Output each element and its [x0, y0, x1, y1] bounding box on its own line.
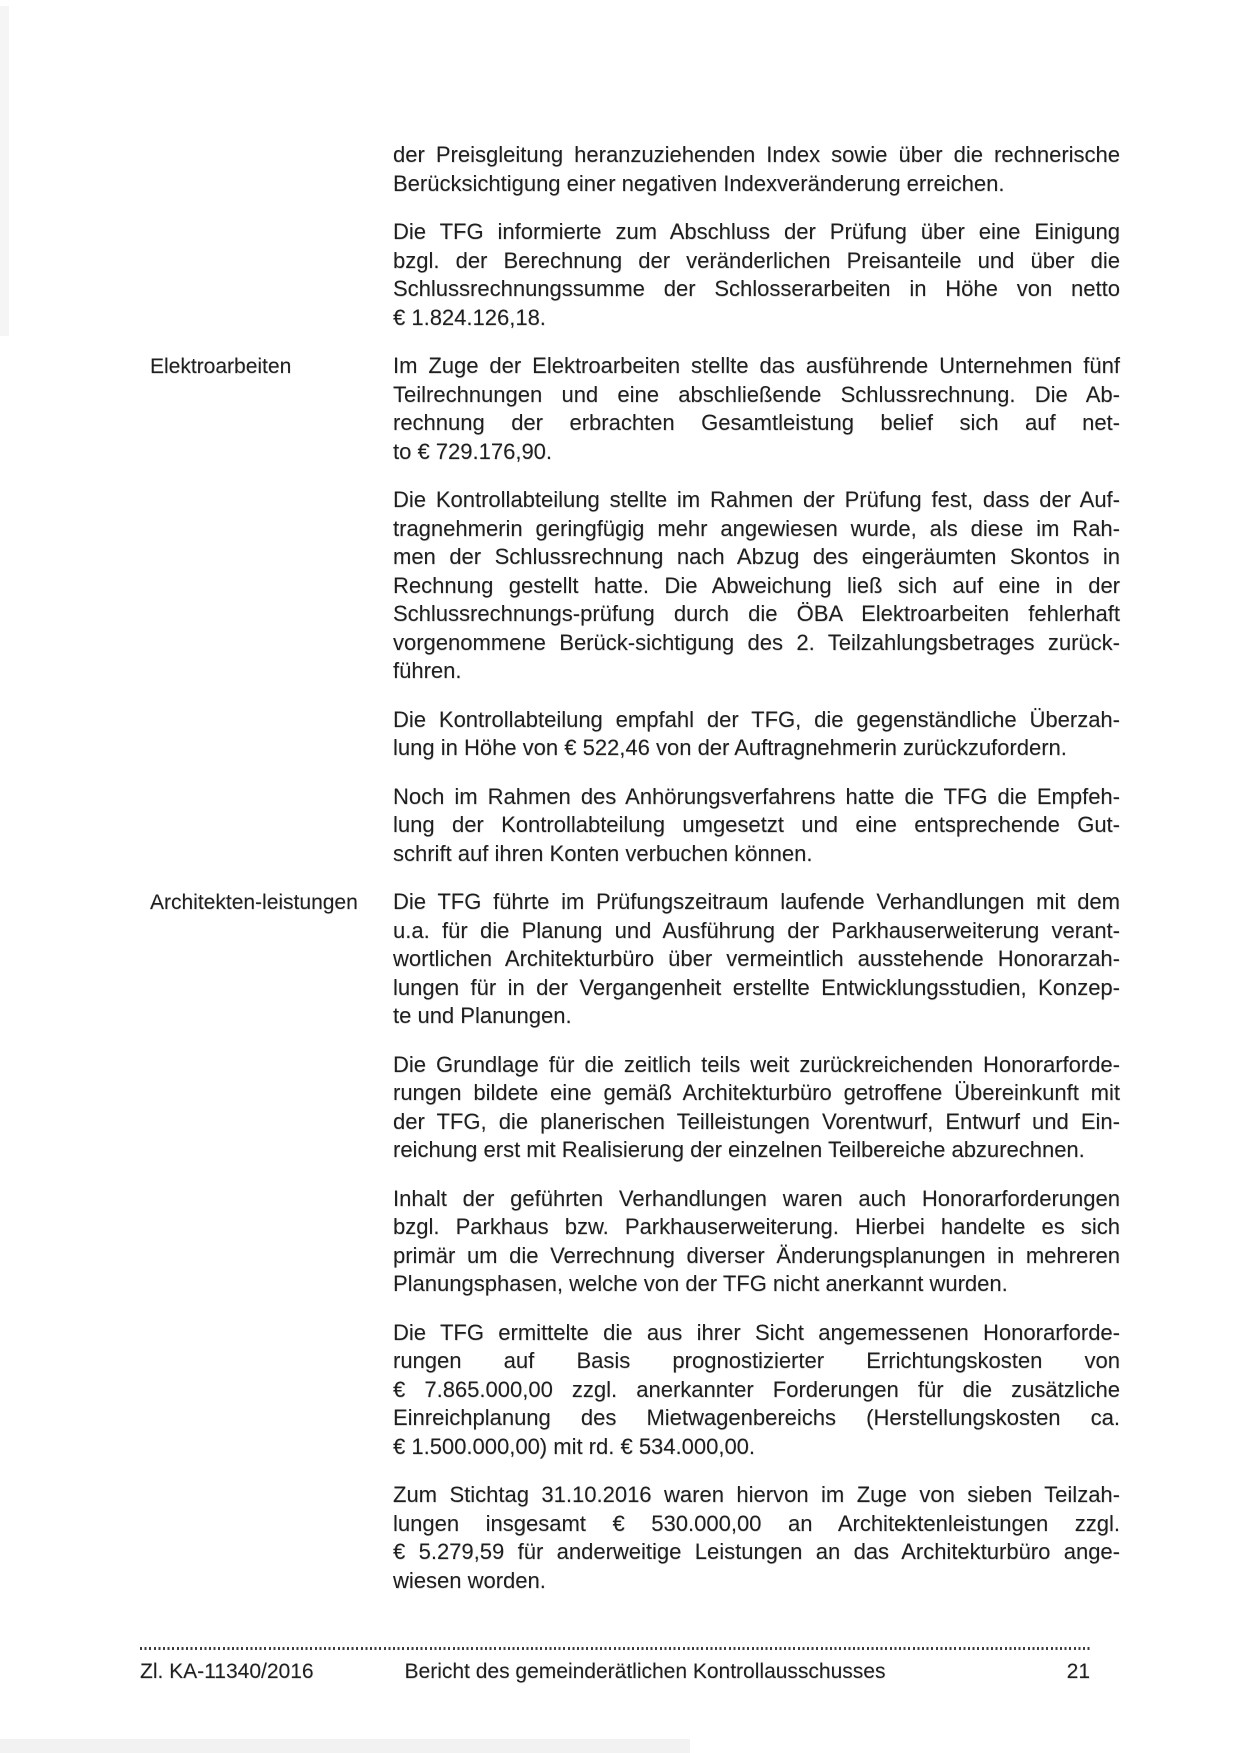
text-line: € 1.824.126,18.	[393, 304, 546, 330]
footer-row	[140, 1660, 1090, 1686]
footer-reference: Zl. KA-11340/2016	[140, 1660, 314, 1683]
text-line: Noch im Rahmen des Anhörungsverfahrens hatte die TFG die Empfeh-	[393, 783, 1120, 809]
text-line: lungen für in der Vergangenheit erstellte Entwicklungsstudien, Konzep-	[393, 974, 1120, 1000]
text-line: Einreichplanung des Mietwagenbereichs (Herstellungskosten ca.	[393, 1405, 1120, 1430]
text-line: Inhalt der geführten Verhandlungen waren auch Honorarforderungen	[393, 1185, 1120, 1211]
text-line: u.a. für die Planung und Ausführung der Parkhauserweiterung verant-	[393, 917, 1120, 943]
text-line: Die TFG informierte zum Abschluss der Prüfung über eine Einigung	[393, 219, 1120, 244]
document-body	[150, 141, 1120, 1615]
footer-page-number: 21	[1066, 1660, 1090, 1683]
page-footer	[140, 1647, 1090, 1686]
footer-title: Bericht des gemeinderätlichen Kontrollausschusses	[404, 1660, 886, 1683]
text-line: rungen auf Basis prognostizierter Errichtungskosten von	[393, 1348, 1120, 1373]
text-line: Im Zuge der Elektroarbeiten stellte das ausführende Unternehmen fünf	[393, 353, 1120, 378]
text-line: € 7.865.000,00 zzgl. anerkannter Forderungen für die zusätzliche	[393, 1376, 1120, 1402]
text-line: der TFG, die planerischen Teilleistungen Vorentwurf, Entwurf und Ein-	[393, 1108, 1120, 1134]
text-line: te und Planungen.	[393, 1003, 572, 1028]
text-line: Zum Stichtag 31.10.2016 waren hiervon im Zuge von sieben Teilzah-	[393, 1482, 1120, 1507]
text-line: Berücksichtigung einer negativen Indexveränderung erreichen.	[393, 170, 1005, 196]
footer-dotted-rule	[140, 1647, 1090, 1650]
text-line: Schlussrechnungs-prüfung durch die ÖBA Elektroarbeiten fehlerhaft	[393, 601, 1120, 626]
text-line: Die Kontrollabteilung empfahl der TFG, die gegenständliche Überzah-	[393, 706, 1120, 732]
text-line: schrift auf ihren Konten verbuchen können.	[393, 840, 813, 866]
text-line: € 1.500.000,00) mit rd. € 534.000,00.	[393, 1433, 756, 1459]
paragraph	[393, 706, 1120, 763]
paragraph	[393, 141, 1120, 198]
text-line: vorgenommene Berück-sichtigung des 2. Teilzahlungsbetrages zurück-	[393, 629, 1120, 655]
text-line: Die TFG ermittelte die aus ihrer Sicht angemessenen Honorarforde-	[393, 1319, 1120, 1345]
text-line: Die Kontrollabteilung stellte im Rahmen der Prüfung fest, dass der Auf-	[393, 487, 1120, 512]
text-line: rechnung der erbrachten Gesamtleistung belief sich auf net-	[393, 410, 1120, 435]
text-line: wortlichen Architekturbüro über vermeintlich ausstehende Honorarzah-	[393, 946, 1120, 971]
text-line: bzgl. der Berechnung der veränderlichen Preisanteile und über die	[393, 247, 1120, 273]
text-line: Die TFG führte im Prüfungszeitraum laufende Verhandlungen mit dem	[393, 889, 1120, 914]
text-line: Planungsphasen, welche von der TFG nicht anerkannt wurden.	[393, 1271, 1008, 1296]
paragraph	[393, 1185, 1120, 1299]
text-line: Schlussrechnungssumme der Schlosserarbeiten in Höhe von netto	[393, 276, 1120, 301]
paragraph	[393, 1319, 1120, 1462]
paragraph	[393, 1481, 1120, 1595]
margin-label: Architekten-leistungen	[150, 891, 358, 914]
text-line: rungen bildete eine gemäß Architekturbüro getroffene Übereinkunft mit	[393, 1080, 1120, 1105]
text-line: tragnehmerin geringfügig mehr angewiesen wurde, als diese im Rah-	[393, 515, 1120, 541]
paragraph	[393, 218, 1120, 332]
paragraph	[150, 888, 1120, 1031]
text-line: Teilrechnungen und eine abschließende Schlussrechnung. Die Ab-	[393, 381, 1120, 407]
text-line: wiesen worden.	[393, 1567, 546, 1593]
text-line: der Preisgleitung heranzuziehenden Index sowie über die rechnerische	[393, 142, 1120, 167]
text-line: lung in Höhe von € 522,46 von der Auftragnehmerin zurückzufordern.	[393, 735, 1067, 760]
text-line: to € 729.176,90.	[393, 438, 553, 464]
text-line: Die Grundlage für die zeitlich teils weit zurückreichenden Honorarforde-	[393, 1051, 1120, 1077]
paragraph	[393, 783, 1120, 869]
text-line: lung der Kontrollabteilung umgesetzt und eine entsprechende Gut-	[393, 812, 1120, 837]
text-line: € 5.279,59 für anderweitige Leistungen an das Architekturbüro ange-	[393, 1539, 1120, 1564]
paragraph	[393, 486, 1120, 686]
paragraph	[150, 352, 1120, 466]
text-line: bzgl. Parkhaus bzw. Parkhauserweiterung. Hierbei handelte es sich	[393, 1214, 1120, 1239]
margin-label: Elektroarbeiten	[150, 355, 292, 378]
scan-artifact-bottom	[0, 1739, 690, 1753]
text-line: Rechnung gestellt hatte. Die Abweichung ließ sich auf eine in der	[393, 572, 1120, 598]
text-line: führen.	[393, 658, 462, 683]
text-line: primär um die Verrechnung diverser Änderungsplanungen in mehreren	[393, 1242, 1120, 1268]
paragraph	[393, 1051, 1120, 1165]
text-line: lungen insgesamt € 530.000,00 an Architektenleistungen zzgl.	[393, 1510, 1120, 1536]
text-line: men der Schlussrechnung nach Abzug des eingeräumten Skontos in	[393, 544, 1120, 569]
text-line: reichung erst mit Realisierung der einzelnen Teilbereiche abzurechnen.	[393, 1137, 1085, 1162]
scan-artifact-left	[0, 6, 9, 336]
